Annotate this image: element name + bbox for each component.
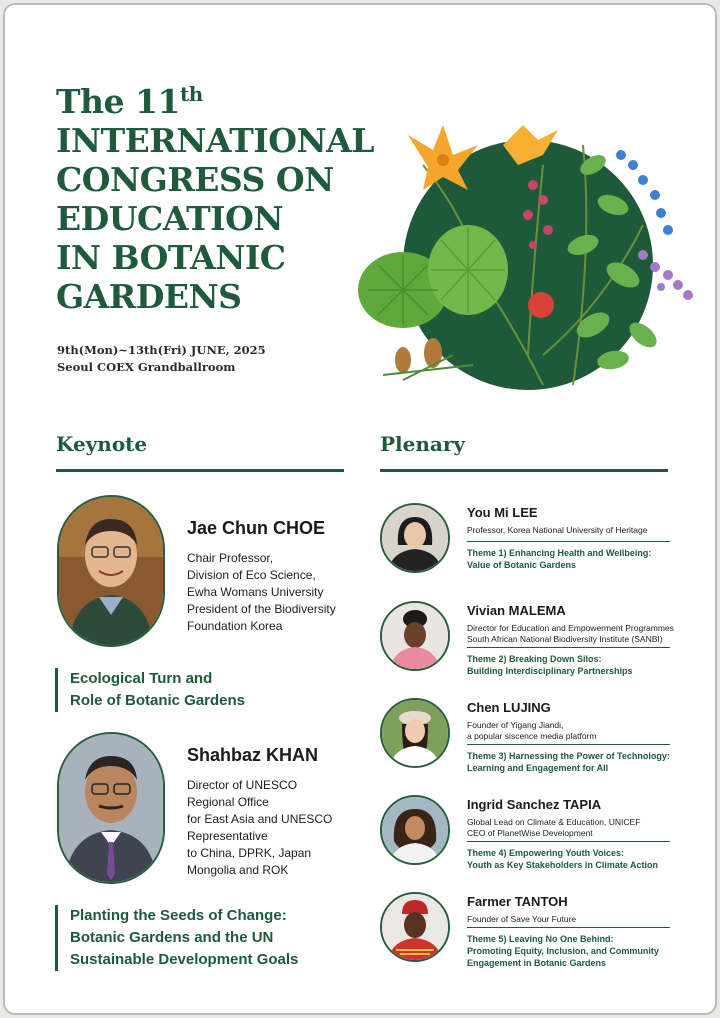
speaker-portrait-icon — [59, 497, 163, 645]
affiliation-line: Director of UNESCO — [187, 778, 298, 792]
affiliation-line: Global Lead on Climate & Education, UNICEF — [467, 817, 641, 827]
theme-line: Promoting Equity, Inclusion, and Community — [467, 946, 659, 956]
keynote-affiliation-khan — [187, 777, 332, 879]
speaker-portrait-icon — [382, 603, 448, 669]
title-line-6: GARDENS — [56, 277, 242, 316]
event-dates: 9th(Mon)~13th(Fri) JUNE, 2025 — [57, 343, 266, 357]
plenary-theme-malema — [467, 653, 633, 677]
theme-line: Theme 3) Harnessing the Power of Technology: — [467, 751, 670, 761]
plenary-item-malema — [380, 601, 674, 681]
affiliation-line: Foundation Korea — [187, 619, 283, 633]
affiliation-line: Professor, Korea National University of Heritage — [467, 525, 648, 535]
theme-line: Theme 4) Empowering Youth Voices: — [467, 848, 625, 858]
keynote-divider — [56, 469, 344, 472]
title-prefix: The 11 — [56, 82, 180, 121]
talk-title-line: Ecological Turn and — [70, 670, 213, 687]
title-line-2: INTERNATIONAL — [56, 121, 374, 160]
plenary-divider-tantoh — [467, 927, 670, 928]
affiliation-line: Founder of Yigang Jiandi, — [467, 720, 564, 730]
plenary-name-tantoh: Farmer TANTOH — [467, 894, 568, 909]
speaker-portrait-icon — [382, 700, 448, 766]
plenary-photo-lee — [380, 503, 450, 573]
theme-line: Theme 5) Leaving No One Behind: — [467, 934, 614, 944]
plenary-name-lee: You Mi LEE — [467, 505, 538, 520]
keynote-talk-khan — [55, 905, 298, 971]
keynote-talk-choe — [55, 668, 245, 712]
title-line-3: CONGRESS ON — [56, 160, 334, 199]
keynote-photo-khan — [57, 732, 165, 884]
affiliation-line: to China, DPRK, Japan — [187, 846, 312, 860]
plenary-divider — [380, 469, 668, 472]
botanical-illustration — [343, 105, 713, 405]
plenary-photo-malema — [380, 601, 450, 671]
plenary-name-tapia: Ingrid Sanchez TAPIA — [467, 797, 602, 812]
plenary-heading: Plenary — [380, 432, 466, 456]
affiliation-line: South African National Biodiversity Institute (SANBI) — [467, 634, 663, 644]
plenary-divider-lee — [467, 541, 670, 542]
talk-title-line: Role of Botanic Gardens — [70, 692, 246, 709]
plenary-divider-chen — [467, 744, 670, 745]
theme-line: Value of Botanic Gardens — [467, 560, 577, 570]
affiliation-line: Ewha Womans University — [187, 585, 324, 599]
keynote-name-khan: Shahbaz KHAN — [187, 745, 319, 765]
plenary-item-lee — [380, 503, 670, 583]
theme-line: Youth as Key Stakeholders in Climate Action — [467, 860, 659, 870]
affiliation-line: Founder of Save Your Future — [467, 914, 577, 924]
affiliation-line: CEO of PlanetWise Development — [467, 828, 593, 838]
plenary-name-malema: Vivian MALEMA — [467, 603, 566, 618]
title-ordinal: th — [179, 82, 203, 106]
keynote-affiliation-choe — [187, 550, 336, 635]
plenary-theme-tantoh — [467, 933, 659, 969]
plenary-item-tantoh — [380, 892, 670, 972]
talk-title-line: Botanic Gardens and the UN — [70, 929, 274, 946]
speaker-portrait-icon — [59, 734, 163, 882]
title-line-4: EDUCATION — [56, 199, 284, 238]
title-line-5: IN BOTANIC — [56, 238, 286, 277]
plenary-photo-tapia — [380, 795, 450, 865]
plenary-theme-chen — [467, 750, 670, 774]
speaker-portrait-icon — [382, 797, 448, 863]
poster — [3, 3, 717, 1015]
affiliation-line: Division of Eco Science, — [187, 568, 316, 582]
affiliation-line: President of the Biodiversity — [187, 602, 336, 616]
affiliation-line: Regional Office — [187, 795, 269, 809]
plenary-theme-tapia — [467, 847, 658, 871]
affiliation-line: Chair Professor, — [187, 551, 274, 565]
title-line-1 — [56, 75, 374, 121]
affiliation-line: Director for Education and Empowerment Programmes — [467, 623, 674, 633]
keynote-name-choe: Jae Chun CHOE — [187, 518, 326, 538]
affiliation-line: Mongolia and ROK — [187, 863, 289, 877]
affiliation-line: Representative — [187, 829, 268, 843]
affiliation-line: a popular siscence media platform — [467, 731, 597, 741]
plenary-photo-tantoh — [380, 892, 450, 962]
congress-title — [56, 75, 374, 316]
affiliation-line: for East Asia and UNESCO — [187, 812, 333, 826]
keynote-heading: Keynote — [56, 432, 148, 456]
plenary-affiliation-chen — [467, 720, 596, 742]
plenary-affiliation-tantoh — [467, 914, 576, 925]
plenary-photo-chen — [380, 698, 450, 768]
theme-line: Engagement in Botanic Gardens — [467, 958, 607, 968]
event-venue: Seoul COEX Grandballroom — [57, 360, 236, 374]
plenary-item-tapia — [380, 795, 670, 875]
theme-line: Theme 2) Breaking Down Silos: — [467, 654, 602, 664]
plenary-divider-malema — [467, 647, 670, 648]
plenary-name-chen: Chen LUJING — [467, 700, 551, 715]
plenary-affiliation-malema — [467, 623, 674, 645]
keynote-photo-choe — [57, 495, 165, 647]
theme-line: Building Interdisciplinary Partnerships — [467, 666, 633, 676]
event-info — [57, 342, 266, 376]
talk-title-line: Sustainable Development Goals — [70, 951, 299, 968]
plenary-item-chen — [380, 698, 670, 778]
speaker-portrait-icon — [382, 505, 448, 571]
plenary-theme-lee — [467, 547, 651, 571]
plenary-affiliation-lee — [467, 525, 647, 536]
theme-line: Theme 1) Enhancing Health and Wellbeing: — [467, 548, 652, 558]
plenary-affiliation-tapia — [467, 817, 640, 839]
speaker-portrait-icon — [382, 894, 448, 960]
theme-line: Learning and Engagement for All — [467, 763, 609, 773]
plenary-divider-tapia — [467, 841, 670, 842]
talk-title-line: Planting the Seeds of Change: — [70, 907, 287, 924]
